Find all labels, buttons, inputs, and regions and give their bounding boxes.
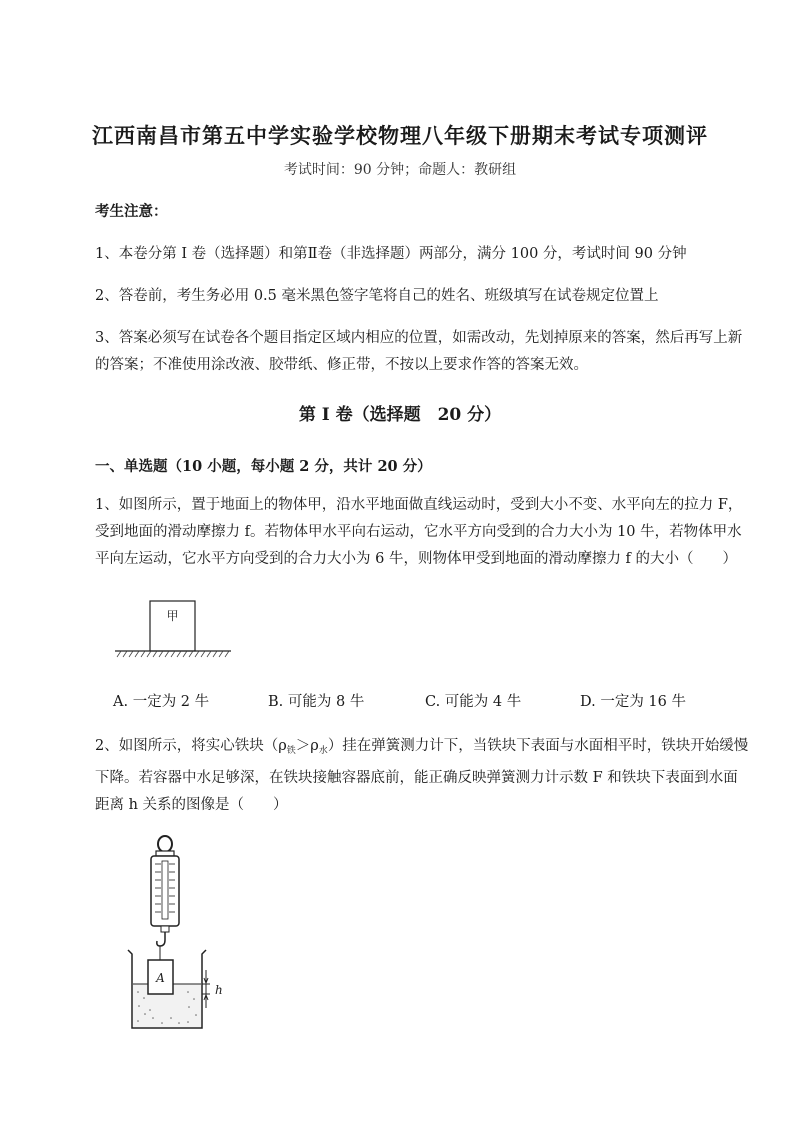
section-title: 第 I 卷（选择题 20 分）: [298, 405, 502, 425]
question-2-text: [95, 733, 750, 819]
notice-item-2: 2、答卷前，考生务必用 0.5 毫米黑色签字笔将自己的姓名、班级填写在试卷规定位置上: [95, 288, 659, 304]
question-1-figure: [113, 598, 243, 668]
depth-marker: [202, 970, 210, 1008]
depth-label-h: h: [215, 983, 223, 997]
notice-item-3: 3、答案必须写在试卷各个题目指定区域内相应的位置，如需改动，先划掉原来的答案，然后再写上新的答案；不准使用涂改液、胶带纸、修正带，不按以上要求作答的答案无效。: [95, 330, 743, 373]
iron-block-label: A: [156, 971, 165, 985]
notice-item-1: 1、本卷分第 I 卷（选择题）和第Ⅱ卷（非选择题）两部分，满分 100 分，考试时间 90 分钟: [95, 246, 687, 262]
block-label: 甲: [166, 609, 179, 623]
scale-ring: [158, 836, 172, 852]
subscript-iron: 铁: [286, 746, 296, 756]
exam-meta: 考试时间：90 分钟；命题人：教研组: [283, 162, 517, 178]
q2-text-before: 2、如图所示，将实心铁块（ρ: [95, 738, 287, 754]
scale-bottom: [161, 926, 169, 932]
q2-text-after: ）挂在弹簧测力计下，当铁块下表面与水面相平时，铁块开始缓慢下降。若容器中水足够深，在铁块接触容器底前，能正确反映弹簧测力计示数 F 和铁块下表面到水面距离 h 关系的图像是（ ）: [95, 738, 749, 813]
page-title: 江西南昌市第五中学实验学校物理八年级下册期末考试专项测评: [92, 123, 708, 148]
option-d[interactable]: D. 一定为 16 牛: [580, 694, 686, 710]
scale-hook: [157, 932, 165, 946]
ground-hatch: [117, 651, 229, 657]
option-a[interactable]: A. 一定为 2 牛: [113, 694, 210, 710]
option-c[interactable]: C. 可能为 4 牛: [425, 694, 522, 710]
q2-compare: ＞ρ: [295, 738, 319, 754]
option-b[interactable]: B. 可能为 8 牛: [268, 694, 365, 710]
question-2-figure: [118, 832, 228, 1042]
notice-heading: 考生注意：: [95, 203, 168, 220]
question-1-text: 1、如图所示，置于地面上的物体甲，沿水平地面做直线运动时，受到大小不变、水平向左的拉力 F，受到地面的滑动摩擦力 f。若物体甲水平向右运动，它水平方向受到的合力大小为 10 牛，若物体甲水平向左运动，它水平方向受到的合力大小为 6 牛，则物体甲受到地面的滑动摩擦力 f 的大小（ ）: [95, 497, 743, 567]
subscript-water: 水: [318, 746, 328, 756]
scale-slot: [162, 861, 168, 919]
question-group-heading: 一、单选题（10 小题，每小题 2 分，共计 20 分）: [95, 458, 432, 475]
